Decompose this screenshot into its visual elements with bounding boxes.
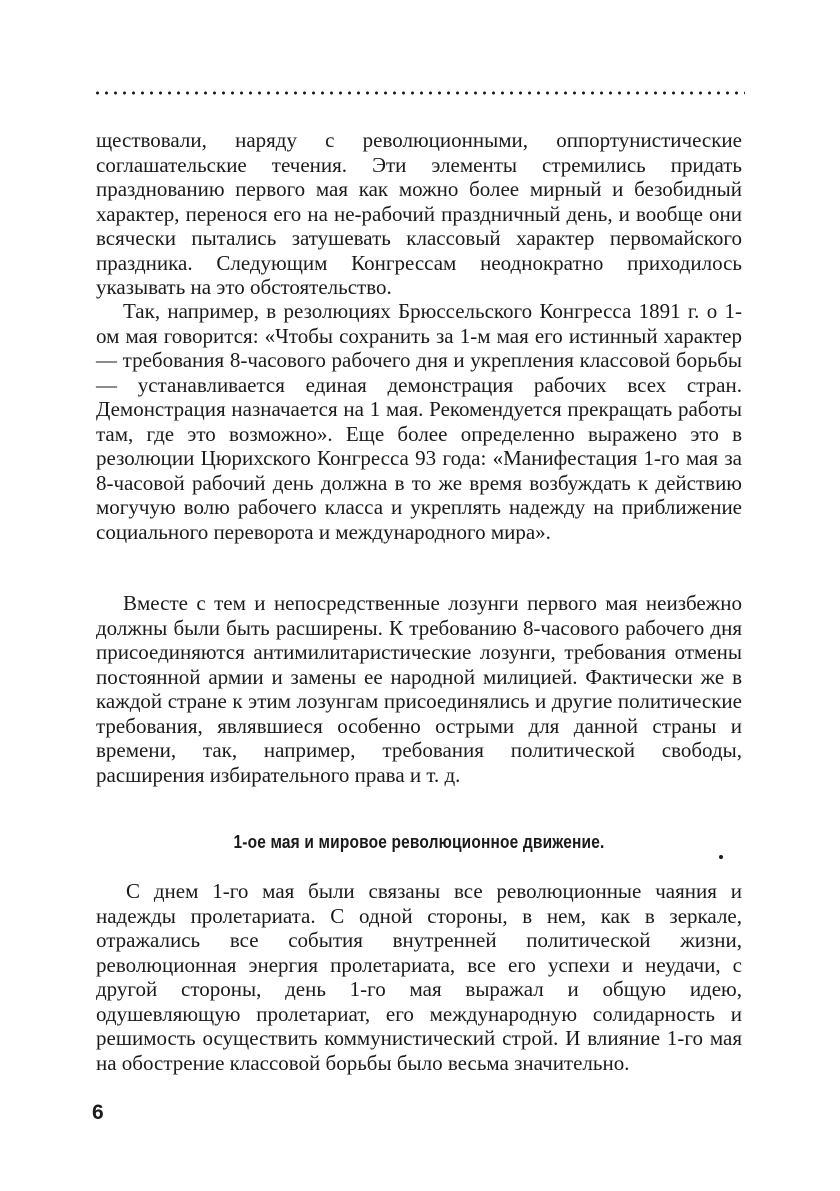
decorative-dotted-rule bbox=[93, 90, 745, 96]
paragraph-section-intro: С днем 1-го мая были связаны все революционные чаяния и надежды пролетариата. С одной стороны, в нем, как в зеркале, отражались все события внутренней политической жизни, революционная энергия пролетариата, все его успехи и неудачи, с другой стороны, день 1-го мая выражал и общую идею, одушевляющую пролетариат, его международную солидарность и решимость осуществить коммунистический строй. И влияние 1-го мая на обострение классовой борьбы было весьма значительно. bbox=[96, 879, 742, 1075]
page-number: 6 bbox=[92, 1101, 104, 1124]
paragraph-slogans: Вместе с тем и непосредственные лозунги первого мая неизбежно должны были быть расширены. К требованию 8-часового рабочего дня присоединяются антимилитаристические лозунги, требования отмены постоянной армии и замены ее народной милицией. Фактически же в каждой стране к этим лозунгам присоединялись и другие политические требования, являвшиеся особенно острыми для данной страны и времени, так, например, требования политической свободы, расширения избирательного права и т. д. bbox=[96, 591, 742, 787]
paragraph-continued: ществовали, наряду с революционными, оппортунистические соглашательские течения. Эти элементы стремились придать празднованию первого мая как можно более мирный и безобидный характер, перенося его на не-рабочий праздничный день, и вообще они всячески пытались затушевать классовый характер первомайского праздника. Следующим Конгрессам неоднократно приходилось указывать на это обстоятельство. bbox=[96, 128, 742, 299]
print-speck bbox=[719, 855, 723, 859]
section-heading: 1-ое мая и мировое революционное движение. bbox=[233, 832, 605, 852]
paragraph-brussels-congress: Так, например, в резолюциях Брюссельского Конгресса 1891 г. о 1-ом мая говорится: «Чтобы сохранить за 1-м мая его истинный характер — требования 8-часового рабочего дня и укрепления классовой борьбы — устанавливается единая демонстрация рабочих всех стран. Демонстрация назначается на 1 мая. Рекомендуется прекращать работы там, где это возможно». Еще более определенно выражено это в резолюции Цюрихского Конгресса 93 года: «Манифестация 1-го мая за 8-часовой рабочий день должна в то же время возбуждать к действию могучую волю рабочего класса и укреплять надежду на приближение социального переворота и международного мира». bbox=[96, 299, 742, 544]
